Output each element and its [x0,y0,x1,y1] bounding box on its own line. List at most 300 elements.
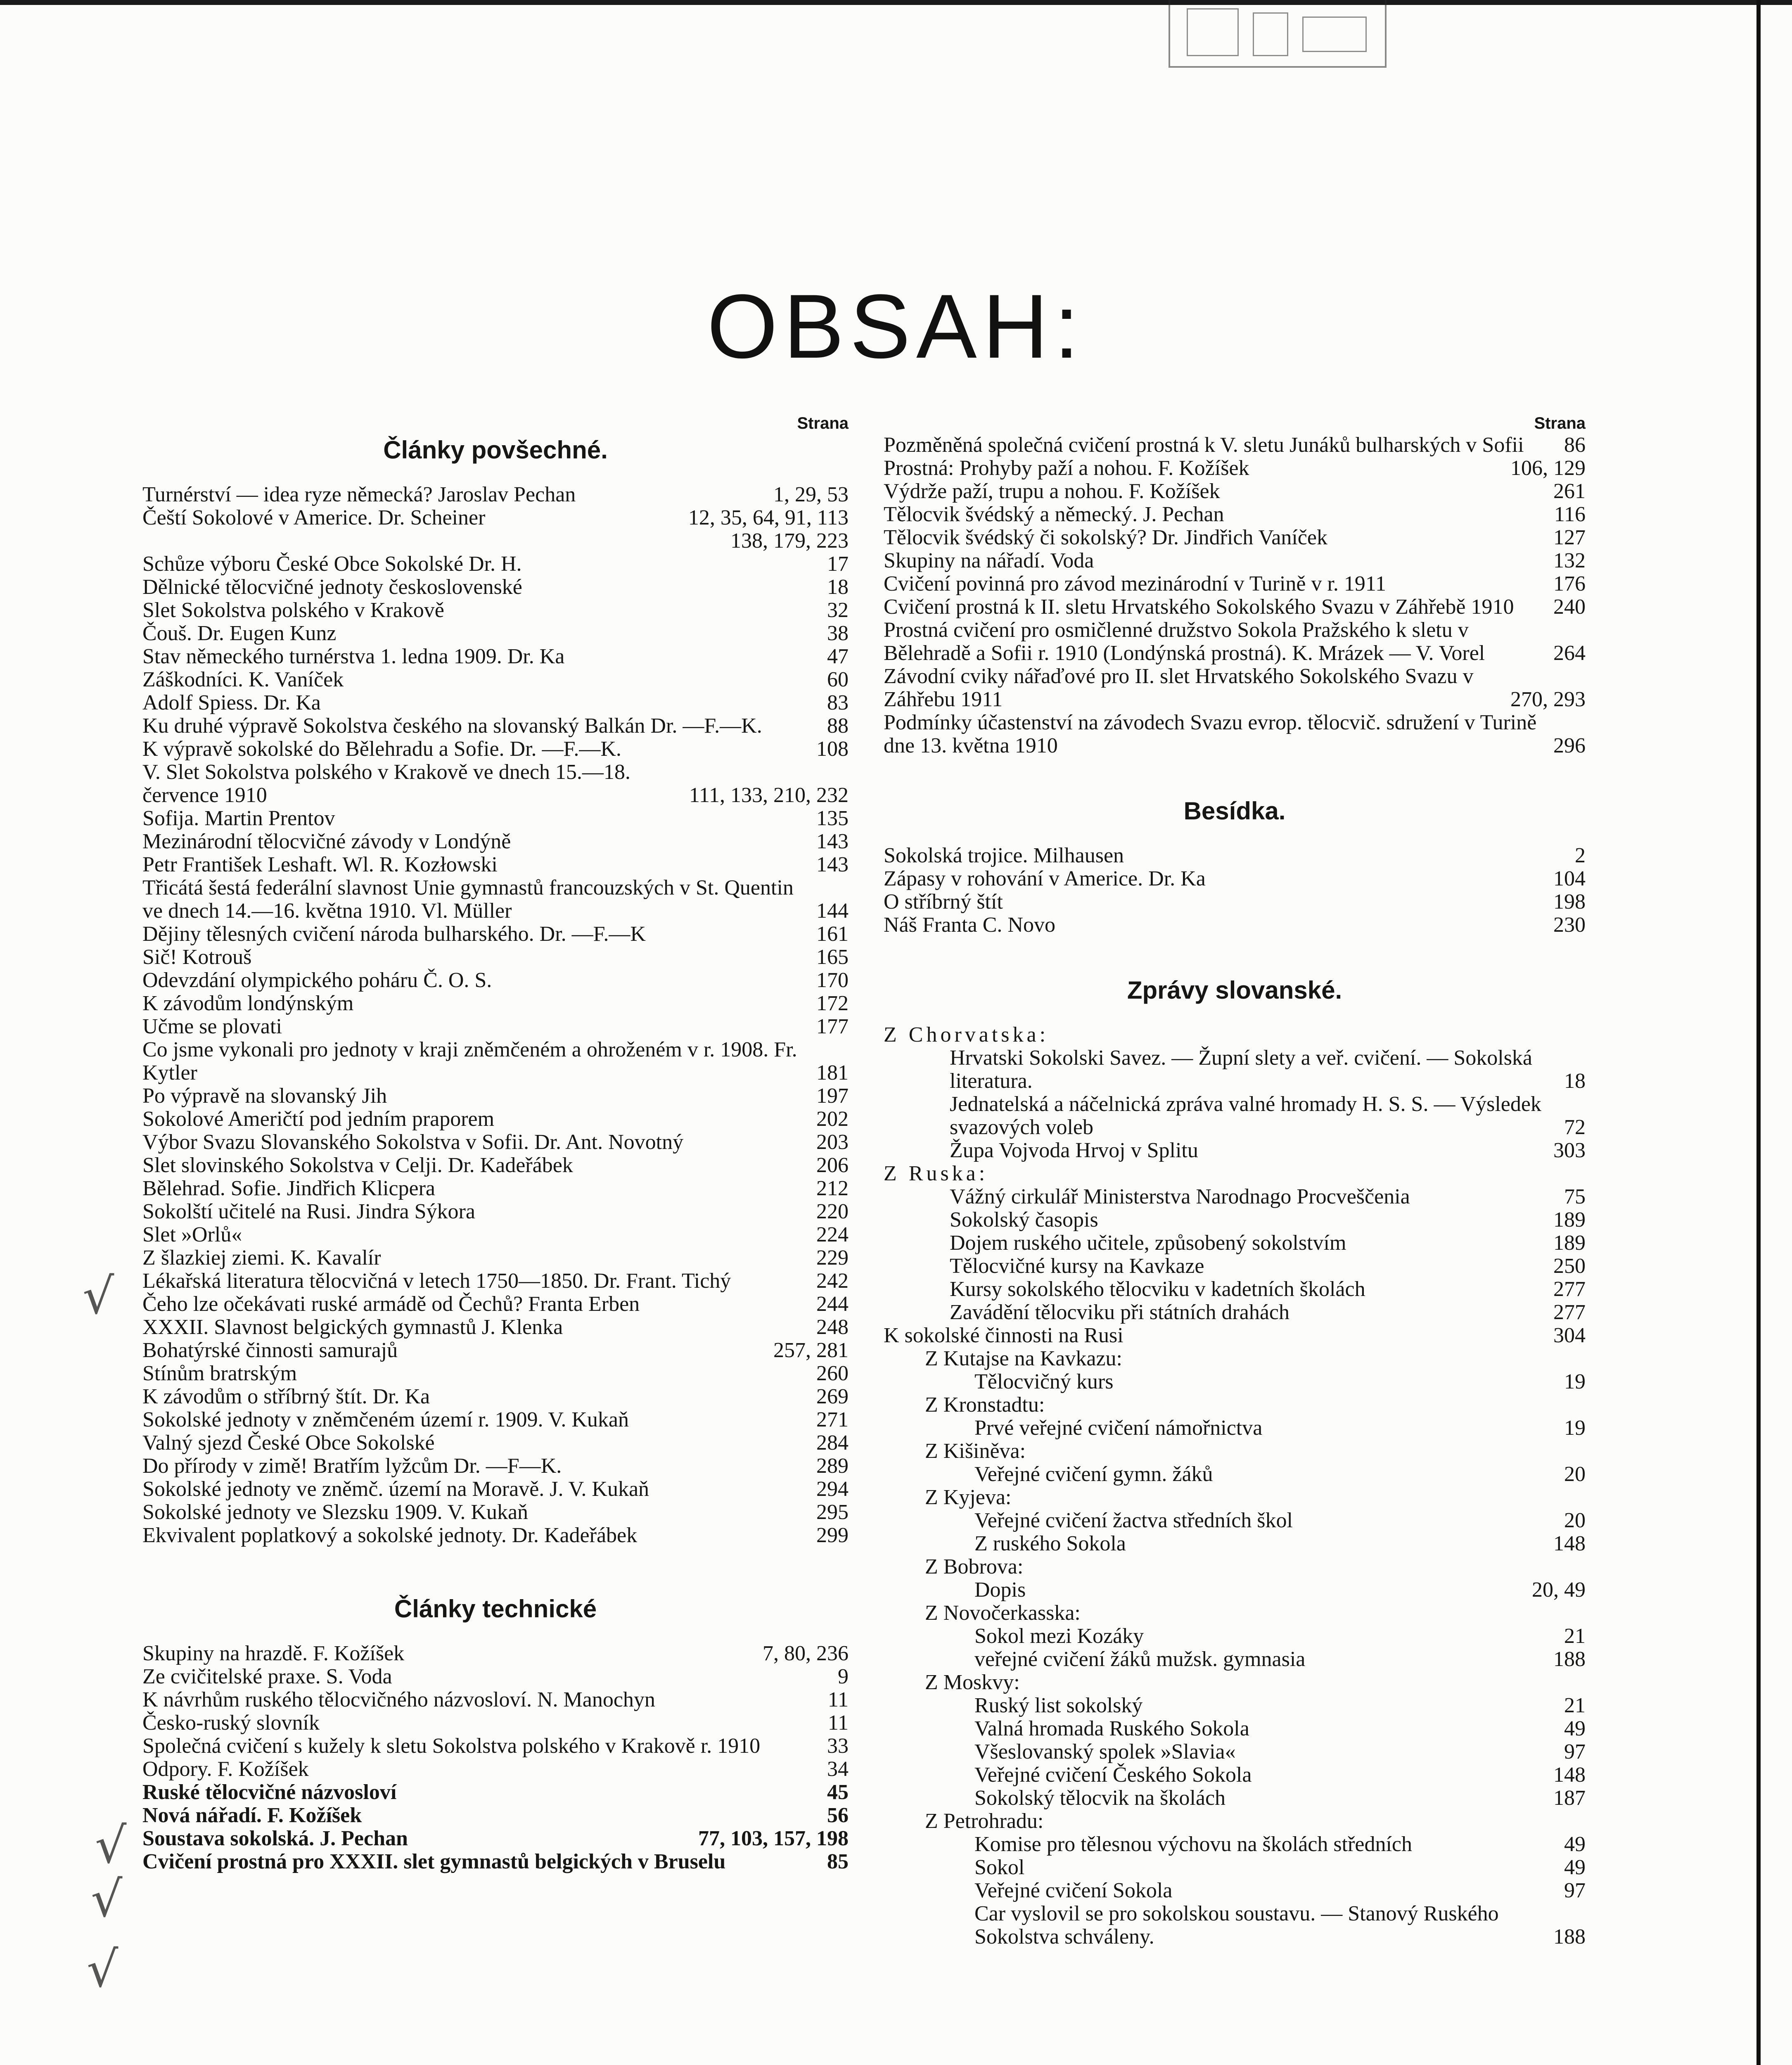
scan-top-edge [0,0,1792,5]
toc-entry [884,1833,1586,1856]
entry-title: Česko-ruský slovník [142,1711,320,1735]
entry-title: Výbor Svazu Slovanského Sokolstva v Sofii. Dr. Ant. Novotný [142,1130,684,1154]
right-column [884,413,1586,1949]
toc-list-general [142,483,849,1547]
toc-entry [142,830,849,853]
entry-page: 60 [827,668,849,691]
entry-page: 264 [1553,641,1586,665]
entry-title: Po výpravě na slovanský Jih [142,1084,387,1108]
toc-entry [142,969,849,992]
entry-title: Ruský list sokolský [974,1694,1143,1717]
toc-entry [142,599,849,622]
margin-pencil-mark: √ [95,1817,127,1875]
page-column-label: Strana [797,414,849,432]
entry-page: 49 [1564,1856,1586,1879]
entry-title: Dělnické tělocvičné jednoty československé [142,575,522,599]
entry-title: Co jsme vykonali pro jednoty v kraji zněmčeném a ohroženém v r. 1908. Fr. Kytler [142,1038,797,1085]
entry-title: Cvičení povinná pro závod mezinárodní v Turině v r. 1911 [884,572,1386,596]
toc-entry [884,503,1586,526]
toc-entry [142,1758,849,1781]
entry-page: 148 [1553,1763,1586,1787]
toc-entry [884,434,1586,457]
toc-entry [884,1185,1586,1208]
entry-page: 304 [1553,1324,1586,1347]
entry-title: Cvičení prostná k II. sletu Hrvatského Sokolského Svazu v Záhřebě 1910 [884,595,1514,619]
entry-page: 34 [827,1757,849,1781]
entry-title: Sokolský tělocvik na školách [974,1786,1226,1810]
entry-page: 19 [1564,1416,1586,1440]
entry-title: Jednatelská a náčelnická zpráva valné hromady H. S. S. — Výsledek svazových voleb [950,1092,1541,1139]
entry-title: O stříbrný štít [884,890,1003,914]
toc-entry [142,1316,849,1339]
entry-title: Veřejné cvičení Sokola [974,1879,1173,1902]
toc-entry [142,506,849,529]
entry-title: Dojem ruského učitele, způsobený sokolstvím [950,1231,1346,1255]
entry-page: 132 [1553,549,1586,572]
toc-entry [142,1085,849,1108]
entry-title: Sokolové Američtí pod jedním praporem [142,1107,495,1131]
toc-entry [884,1625,1586,1648]
entry-page: 172 [816,992,849,1015]
toc-entry [884,1578,1586,1602]
entry-page: 294 [816,1477,849,1501]
toc-entry-ruska-main [884,1324,1586,1347]
entry-title: Stav německého turnérstva 1. ledna 1909. Dr. Ka [142,645,565,668]
toc-entry [884,457,1586,480]
entry-page: 277 [1553,1277,1586,1301]
toc-entry [142,1665,849,1688]
entry-title: Odpory. F. Kožíšek [142,1757,309,1781]
toc-entry [884,890,1586,914]
toc-entry [142,1642,849,1665]
entry-title: Valný sjezd České Obce Sokolské [142,1431,435,1455]
library-stamp-mark [1169,0,1387,68]
toc-entry [884,1417,1586,1440]
entry-page: 188 [1553,1647,1586,1671]
toc-entry [142,1478,849,1501]
entry-title: V. Slet Sokolstva polského v Krakově ve dnech 15.—18. července 1910 [142,760,631,807]
entry-page: 257, 281 [773,1339,849,1362]
entry-page: 49 [1564,1832,1586,1856]
entry-page: 187 [1553,1786,1586,1810]
entry-title: Bělehrad. Sofie. Jindřich Klicpera [142,1177,435,1200]
entry-title: Společná cvičení s kužely k sletu Sokolstva polského v Krakově r. 1910 [142,1734,761,1758]
subgroup-label: Z Bobrova: [925,1555,1024,1578]
subgroup-label: Z Moskvy: [925,1671,1020,1694]
toc-entry [142,1038,849,1085]
toc-entry [142,1177,849,1200]
entry-title: Tělocvik švédský a německý. J. Pechan [884,503,1224,526]
entry-page: 224 [816,1223,849,1246]
toc-entry [142,1501,849,1524]
entry-title: Komise pro tělesnou výchovu na školách středních [974,1832,1412,1856]
toc-entry [142,1385,849,1408]
entry-page: 135 [816,807,849,830]
entry-page: 161 [816,922,849,946]
entry-page: 189 [1553,1231,1586,1255]
toc-entry [884,1463,1586,1486]
entry-title: Veřejné cvičení gymn. žáků [974,1462,1213,1486]
entry-page: 12, 35, 64, 91, 113 [688,506,849,529]
toc-entry [884,526,1586,549]
entry-title: Prvé veřejné cvičení námořnictva [974,1416,1263,1440]
toc-entry [142,529,849,553]
page-title: OBSAH: [707,275,1085,377]
page-column-label-right: Strana [1534,414,1586,432]
entry-page: 303 [1553,1139,1586,1162]
entry-page: 144 [816,899,849,923]
margin-pencil-mark: √ [91,1871,123,1928]
toc-entry [884,1301,1586,1324]
toc-entry [884,619,1586,665]
toc-entry [142,1735,849,1758]
entry-page: 1, 29, 53 [773,483,849,506]
entry-page: 143 [816,830,849,853]
entry-page: 229 [816,1246,849,1270]
toc-entry [884,844,1586,867]
toc-entry [142,1688,849,1711]
entry-page: 203 [816,1130,849,1154]
entry-page: 18 [827,575,849,599]
entry-page: 260 [816,1362,849,1385]
entry-title: Vážný cirkulář Ministerstva Narodnago Procveščenia [950,1185,1410,1208]
toc-entry [142,1246,849,1270]
toc-entry [884,711,1586,757]
entry-title: Soustava sokolská. J. Pechan [142,1827,408,1850]
entry-title: Lékařská literatura tělocvičná v letech 1750—1850. Dr. Frant. Tichý [142,1269,731,1293]
entry-title: Adolf Spiess. Dr. Ka [142,691,321,714]
entry-page: 189 [1553,1208,1586,1232]
entry-page: 250 [1553,1254,1586,1278]
entry-title: K výpravě sokolské do Bělehradu a Sofie. Dr. —F.—K. [142,737,621,761]
toc-entry [142,761,849,807]
toc-entry [884,1047,1586,1093]
entry-title: Slet Sokolstva polského v Krakově [142,598,444,622]
entry-page: 7, 80, 236 [763,1642,849,1665]
entry-page: 77, 103, 157, 198 [698,1827,849,1850]
group-label-ruska: Z Ruska: [884,1162,988,1185]
entry-title: Dějiny tělesných cvičení národa bulharského. Dr. —F.—K [142,922,646,946]
entry-page: 277 [1553,1301,1586,1324]
entry-title: Tělocvik švédský či sokolský? Dr. Jindřich Vaníček [884,526,1327,549]
entry-page: 269 [816,1385,849,1408]
entry-title: Dopis [974,1578,1026,1602]
margin-pencil-mark: √ [87,1941,119,1999]
toc-entry [142,1362,849,1385]
entry-page: 108 [816,737,849,761]
entry-page: 181 [816,1061,849,1085]
toc-entry [884,914,1586,937]
toc-entry [884,1232,1586,1255]
toc-entry [884,1532,1586,1555]
entry-title: Veřejné cvičení žactva středních škol [974,1509,1293,1532]
entry-page: 38 [827,622,849,645]
toc-entry [884,549,1586,572]
entry-page: 271 [816,1408,849,1431]
entry-page: 143 [816,853,849,876]
entry-title: veřejné cvičení žáků mužsk. gymnasia [974,1647,1306,1671]
toc-entry [884,1370,1586,1393]
toc-entry [142,576,849,599]
toc-entry [142,1455,849,1478]
entry-title: Čeští Sokolové v Americe. Dr. Scheiner [142,506,486,529]
entry-page: 88 [827,714,849,738]
entry-page: 138, 179, 223 [730,529,849,553]
entry-page: 104 [1553,867,1586,890]
subgroup-label: Z Petrohradu: [925,1809,1044,1833]
section-heading-besidka: Besídka. [1183,797,1286,825]
entry-title: Z šlazkiej ziemi. K. Kavalír [142,1246,381,1270]
toc-entry [142,853,849,876]
entry-title: K závodům londýnským [142,992,354,1015]
toc-entry [142,1524,849,1547]
toc-entry [142,738,849,761]
entry-page: 97 [1564,1740,1586,1764]
entry-title: Ze cvičitelské praxe. S. Voda [142,1665,392,1688]
entry-title: Zápasy v rohování v Americe. Dr. Ka [884,867,1206,890]
entry-page: 202 [816,1107,849,1131]
toc-entry [884,1856,1586,1879]
entry-page: 45 [827,1780,849,1804]
toc-entry [142,1131,849,1154]
entry-page: 230 [1553,913,1586,937]
entry-page: 18 [1564,1069,1586,1093]
toc-entry [142,1270,849,1293]
entry-title: Mezinárodní tělocvičné závody v Londýně [142,830,511,853]
entry-page: 83 [827,691,849,714]
entry-page: 177 [816,1015,849,1038]
entry-page: 33 [827,1734,849,1758]
entry-page: 165 [816,945,849,969]
entry-page: 20 [1564,1462,1586,1486]
entry-title: Sokolský časopis [950,1208,1098,1232]
entry-page: 111, 133, 210, 232 [689,783,849,807]
entry-page: 2 [1575,844,1586,867]
entry-page: 244 [816,1292,849,1316]
entry-page: 295 [816,1500,849,1524]
toc-entry [884,665,1586,711]
entry-title: Slet »Orlů« [142,1223,242,1246]
entry-title: Stínům bratrským [142,1362,297,1385]
entry-page: 17 [827,552,849,576]
entry-page: 148 [1553,1532,1586,1555]
entry-title: Župa Vojvoda Hrvoj v Splitu [950,1139,1198,1162]
subgroup-label: Z Kutajse na Kavkazu: [925,1347,1122,1370]
toc-list-chorvatska [884,1047,1586,1162]
entry-title: Hrvatski Sokolski Savez. — Župní slety a veř. cvičení. — Sokolská literatura. [950,1046,1533,1093]
entry-title: Skupiny na hrazdě. F. Kožíšek [142,1642,405,1665]
entry-page: 198 [1553,890,1586,914]
entry-title: Čeho lze očekávati ruské armádě od Čechů? Franta Erben [142,1292,640,1316]
entry-page: 20, 49 [1532,1578,1586,1602]
entry-title: Ku druhé výpravě Sokolstva českého na slovanský Balkán Dr. —F.—K. [142,714,762,738]
toc-entry [884,1694,1586,1717]
entry-page: 220 [816,1200,849,1223]
section-heading-technical: Články technické [394,1595,597,1623]
subgroup-label: Z Novočerkasska: [925,1601,1081,1625]
left-column [142,413,849,1873]
entry-title: K závodům o stříbrný štít. Dr. Ka [142,1385,430,1408]
entry-title: Výdrže paží, trupu a nohou. F. Kožíšek [884,479,1220,503]
entry-page: 212 [816,1177,849,1200]
entry-page: 86 [1564,433,1586,457]
section-heading-zpravy: Zprávy slovanské. [1127,976,1342,1004]
entry-title: Turnérství — idea ryze německá? Jaroslav Pechan [142,483,576,506]
toc-list-besidka [884,844,1586,937]
toc-entry [142,1850,849,1873]
entry-title: Třicátá šestá federální slavnost Unie gymnastů francouzských v St. Quentin ve dnech 14.—16. května 1910. Vl. Müller [142,876,794,923]
toc-entry [142,553,849,576]
toc-entry [142,1015,849,1038]
entry-title: Sokolské jednoty ve zněmč. území na Moravě. J. V. Kukaň [142,1477,649,1501]
entry-title: Schůze výboru České Obce Sokolské Dr. H. [142,552,522,576]
toc-entry [884,1139,1586,1162]
toc-entry [142,1200,849,1223]
toc-entry [884,1879,1586,1902]
entry-page: 11 [827,1711,849,1735]
entry-title: Bohatýrské činnosti samurajů [142,1339,398,1362]
toc-entry [884,1740,1586,1764]
entry-title: K sokolské činnosti na Rusi [884,1324,1124,1347]
toc-entry [884,1787,1586,1810]
toc-entry [884,596,1586,619]
section-heading-general: Články povšechné. [383,436,608,464]
entry-title: Car vyslovil se pro sokolskou soustavu. — Stanový Ruského Sokolstva schváleny. [974,1902,1499,1949]
entry-title: Do přírody v zimě! Bratřím lyžcům Dr. —F—K. [142,1454,562,1478]
entry-title: Učme se plovati [142,1015,282,1038]
entry-title: Slet slovinského Sokolstva v Celji. Dr. Kadeřábek [142,1154,573,1177]
toc-entry [142,622,849,645]
entry-title: Tělocvičný kurs [974,1370,1114,1393]
entry-title: Sokolské jednoty v zněmčeném území r. 1909. V. Kukaň [142,1408,629,1431]
entry-title: Kursy sokolského tělocviku v kadetních školách [950,1277,1365,1301]
entry-page: 106, 129 [1510,456,1586,480]
toc-entry [884,1093,1586,1139]
toc-entry [142,714,849,738]
toc-entry [142,1223,849,1246]
entry-page: 49 [1564,1717,1586,1740]
entry-page: 242 [816,1269,849,1293]
entry-page: 21 [1564,1694,1586,1717]
toc-entry [142,668,849,691]
entry-title: Čouš. Dr. Eugen Kunz [142,622,337,645]
toc-entry [142,1781,849,1804]
entry-title: Ekvivalent poplatkový a sokolské jednoty. Dr. Kadeřábek [142,1524,638,1547]
entry-title: Petr František Leshaft. Wl. R. Kozłowski [142,853,498,876]
entry-title: XXXII. Slavnost belgických gymnastů J. Klenka [142,1315,563,1339]
toc-entry [142,1339,849,1362]
entry-page: 9 [838,1665,849,1688]
entry-page: 97 [1564,1879,1586,1902]
toc-entry [142,1293,849,1316]
entry-title: Sič! Kotrouš [142,945,252,969]
entry-page: 127 [1553,526,1586,549]
entry-title: Záškodníci. K. Vaníček [142,668,344,691]
subgroup-label: Z Kronstadtu: [925,1393,1045,1417]
entry-title: Sofija. Martin Prentov [142,807,335,830]
toc-entry [142,645,849,668]
toc-entry [884,1255,1586,1278]
entry-page: 72 [1564,1116,1586,1139]
entry-page: 284 [816,1431,849,1455]
entry-title: Všeslovanský spolek »Slavia« [974,1740,1236,1764]
toc-entry [884,1902,1586,1949]
margin-pencil-mark: √ [83,1268,114,1325]
toc-entry [884,1208,1586,1232]
toc-entry [884,1278,1586,1301]
toc-entry [142,1804,849,1827]
entry-title: Pozměněná společná cvičení prostná k V. sletu Junáků bulharských v Sofii [884,433,1524,457]
entry-page: 85 [827,1850,849,1873]
entry-page: 20 [1564,1509,1586,1532]
entry-page: 47 [827,645,849,668]
toc-entry [142,807,849,830]
toc-entry [142,946,849,969]
entry-title: Cvičení prostná pro XXXII. slet gymnastů belgických v Bruselu [142,1850,726,1873]
toc-entry [884,1717,1586,1740]
entry-page: 32 [827,598,849,622]
entry-page: 11 [827,1688,849,1711]
entry-title: Nová nářadí. F. Kožíšek [142,1804,362,1827]
entry-title: Ruské tělocvičné názvosloví [142,1780,397,1804]
entry-page: 188 [1553,1925,1586,1949]
entry-title: Skupiny na nářadí. Voda [884,549,1094,572]
toc-entry [884,1509,1586,1532]
toc-entry [884,867,1586,890]
entry-title: K návrhům ruského tělocvičného názvosloví. N. Manochyn [142,1688,655,1711]
toc-list-ruska [884,1185,1586,1324]
entry-title: Závodní cviky nářaďové pro II. slet Hrvatského Sokolského Svazu v Záhřebu 1911 [884,665,1474,711]
group-label-chorvatska: Z Chorvatska: [884,1023,1049,1047]
toc-entry [142,1408,849,1431]
entry-page: 296 [1553,734,1586,757]
entry-page: 56 [827,1804,849,1827]
toc-entry [142,876,849,923]
entry-title: Prostná cvičení pro osmičlenné družstvo Sokola Pražského k sletu v Bělehradě a Sofii r. 1910 (Londýnská prostná). K. Mrázek — V. Vorel [884,618,1485,665]
entry-title: Tělocvičné kursy na Kavkaze [950,1254,1204,1278]
toc-list-technical [142,1642,849,1873]
entry-title: Sokolská trojice. Milhausen [884,844,1124,867]
entry-page: 270, 293 [1510,688,1586,711]
entry-page: 299 [816,1524,849,1547]
entry-title: Zavádění tělocviku při státních drahách [950,1301,1290,1324]
subgroup-label: Z Kyjeva: [925,1486,1012,1509]
entry-page: 206 [816,1154,849,1177]
toc-entry [142,1154,849,1177]
entry-title: Sokolští učitelé na Rusi. Jindra Sýkora [142,1200,475,1223]
toc-groups-ruska [884,1347,1586,1949]
entry-title: Z ruského Sokola [974,1532,1126,1555]
entry-title: Sokol mezi Kozáky [974,1624,1144,1648]
entry-page: 197 [816,1084,849,1108]
toc-entry [884,572,1586,596]
entry-page: 116 [1554,503,1586,526]
entry-title: Veřejné cvičení Českého Sokola [974,1763,1252,1787]
entry-title: Podmínky účastenství na závodech Svazu evrop. tělocvič. sdružení v Turině dne 13. května 1910 [884,711,1537,757]
toc-entry [142,992,849,1015]
entry-title: Sokolské jednoty ve Slezsku 1909. V. Kukaň [142,1500,529,1524]
toc-entry [884,480,1586,503]
entry-page: 176 [1553,572,1586,596]
entry-title: Náš Franta C. Novo [884,913,1055,937]
entry-page: 75 [1564,1185,1586,1208]
entry-page: 21 [1564,1624,1586,1648]
entry-page: 240 [1553,595,1586,619]
entry-title: Sokol [974,1856,1025,1879]
entry-page: 248 [816,1315,849,1339]
toc-list-technical-cont [884,434,1586,757]
toc-entry [142,691,849,714]
